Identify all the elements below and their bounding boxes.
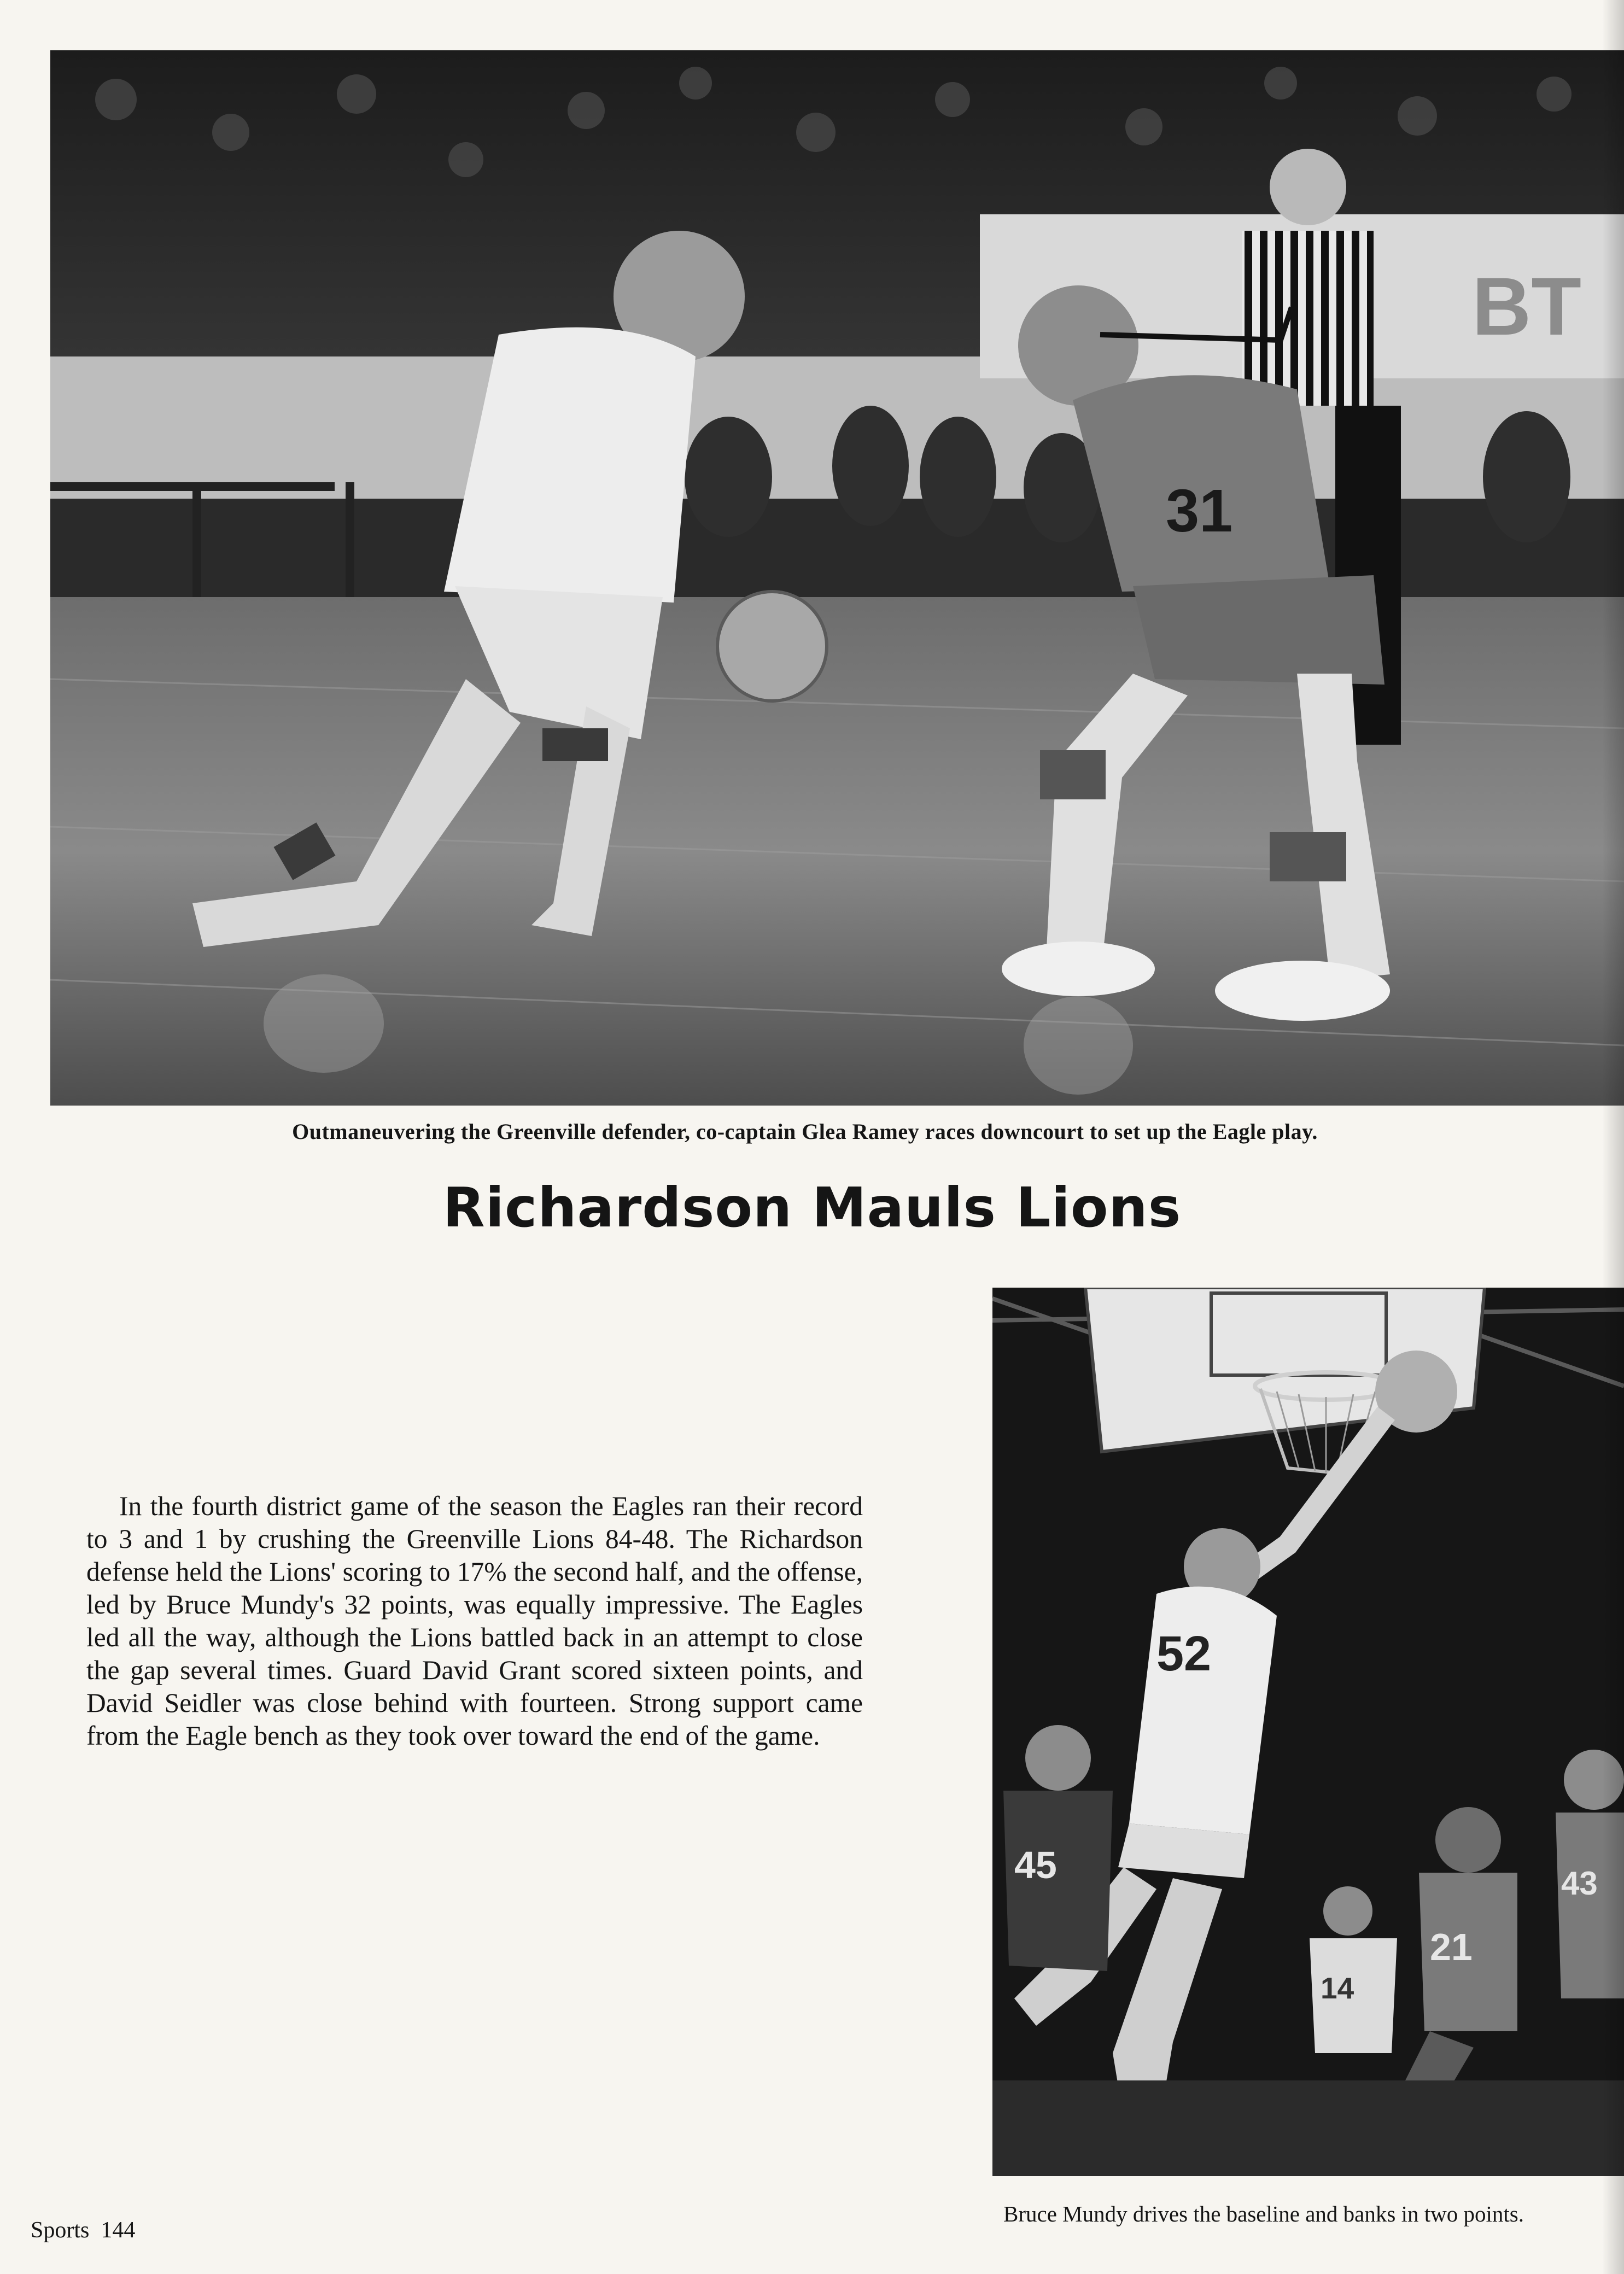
defender-jersey-number: 45 [1014,1844,1057,1886]
player-21-jersey-number: 21 [1430,1926,1473,1968]
shooter-jersey-number: 52 [1156,1627,1212,1681]
page-gutter-shadow [1602,0,1624,2274]
show-through-text [448,3,1323,36]
player-14-jersey-number: 14 [1321,1971,1354,2005]
folio-page-number: 144 [101,2218,136,2243]
top-photo [50,50,1624,1106]
folio-section: Sports [31,2218,90,2243]
top-photo-caption: Outmaneuvering the Greenville defender, co-captain Glea Ramey races downcourt to set up the Eagle play. [292,1119,1318,1144]
bottom-photo-caption: Bruce Mundy drives the baseline and banks in two points. [1003,2201,1524,2226]
banner-text: BT [1472,260,1581,352]
page-folio [31,2217,135,2243]
article-body: In the fourth district game of the season the Eagles ran their record to 3 and 1 by crushing the Greenville Lions 84-48. The Richardson defense held the Lions' scoring to 17% the second half, and the offense, led by Bruce Mundy's 32 points, was equally impressive. The Eagles led all the way, although the Lions battled back in an attempt to close the gap several times. Guard David Grant scored sixteen points, and David Seidler was close behind with fourteen. Strong support came from the Eagle bench as they took over toward the end of the game. [86,1491,863,1751]
player-jersey-number: 31 [1166,477,1233,545]
player-43-jersey-number: 43 [1561,1865,1598,1902]
headline: Richardson Mauls Lions [442,1176,1182,1240]
bottom-photo [992,1288,1624,2176]
